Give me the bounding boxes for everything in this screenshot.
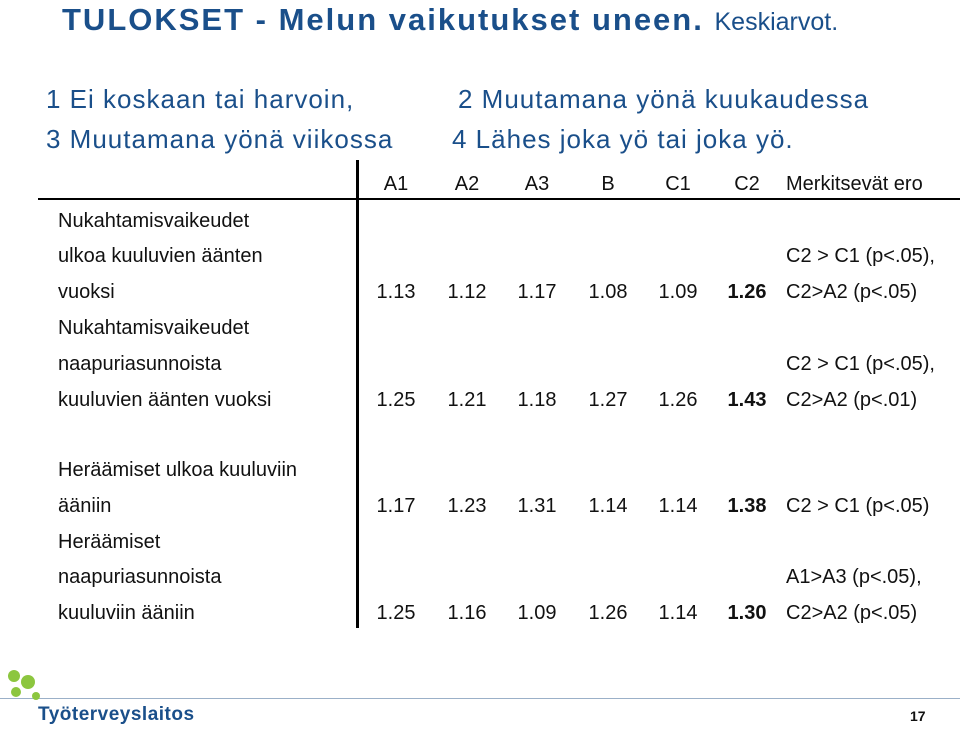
row-label: kuuluvien äänten vuoksi [58,389,272,411]
value-a3: 1.18 [517,389,557,411]
significance-text: C2>A2 (p<.05) [786,602,918,624]
significance-text: C2 > C1 (p<.05) [786,495,930,517]
value-c2: 1.38 [727,495,767,517]
value-a1: 1.25 [376,602,416,624]
value-c2: 1.43 [727,389,767,411]
col-header-c2: C2 [734,173,760,195]
value-a1: 1.17 [376,495,416,517]
row-label: Heräämiset [58,531,161,553]
legend-item-1: 1 Ei koskaan tai harvoin, [46,84,355,114]
page-number: 17 [910,708,926,724]
value-c1: 1.14 [658,495,698,517]
title-sub: Keskiarvot. [714,8,839,36]
value-a3: 1.17 [517,281,557,303]
row-label: kuuluviin ääniin [58,602,195,624]
logo-text: Työterveyslaitos [38,704,195,725]
significance-text: C2 > C1 (p<.05), [786,353,935,375]
value-c1: 1.26 [658,389,698,411]
row-label: ulkoa kuuluvien äänten [58,245,263,267]
row-label: naapuriasunnoista [58,353,222,375]
value-c2: 1.26 [727,281,767,303]
legend-item-4: 4 Lähes joka yö tai joka yö. [452,124,794,154]
col-header-c1: C1 [665,173,691,195]
value-a2: 1.21 [447,389,487,411]
value-b: 1.14 [588,495,628,517]
value-a1: 1.13 [376,281,416,303]
page-title [62,2,838,38]
col-header-b: B [601,173,615,195]
row-label: vuoksi [58,281,115,303]
value-c1: 1.14 [658,602,698,624]
value-b: 1.26 [588,602,628,624]
row-label: Heräämiset ulkoa kuuluviin [58,459,298,481]
footer-divider [0,698,960,699]
row-label: Nukahtamisvaikeudet [58,317,250,339]
value-b: 1.27 [588,389,628,411]
row-label: Nukahtamisvaikeudet [58,210,250,232]
value-a2: 1.23 [447,495,487,517]
value-a3: 1.09 [517,602,557,624]
significance-text: C2 > C1 (p<.05), [786,245,935,267]
value-a2: 1.16 [447,602,487,624]
table-header-divider [38,198,960,200]
legend-item-2: 2 Muutamana yönä kuukaudessa [458,84,870,114]
value-b: 1.08 [588,281,628,303]
value-a2: 1.12 [447,281,487,303]
title-main: TULOKSET - Melun vaikutukset uneen. [62,2,704,37]
table-vertical-divider [356,160,359,628]
col-header-significance: Merkitsevät ero [786,173,923,195]
significance-text: C2>A2 (p<.01) [786,389,918,411]
value-a3: 1.31 [517,495,557,517]
value-a1: 1.25 [376,389,416,411]
significance-text: C2>A2 (p<.05) [786,281,918,303]
significance-text: A1>A3 (p<.05), [786,566,922,588]
legend-item-3: 3 Muutamana yönä viikossa [46,124,394,154]
col-header-a2: A2 [454,173,480,195]
value-c1: 1.09 [658,281,698,303]
col-header-a1: A1 [383,173,409,195]
value-c2: 1.30 [727,602,767,624]
row-label: ääniin [58,495,112,517]
col-header-a3: A3 [524,173,550,195]
row-label: naapuriasunnoista [58,566,222,588]
